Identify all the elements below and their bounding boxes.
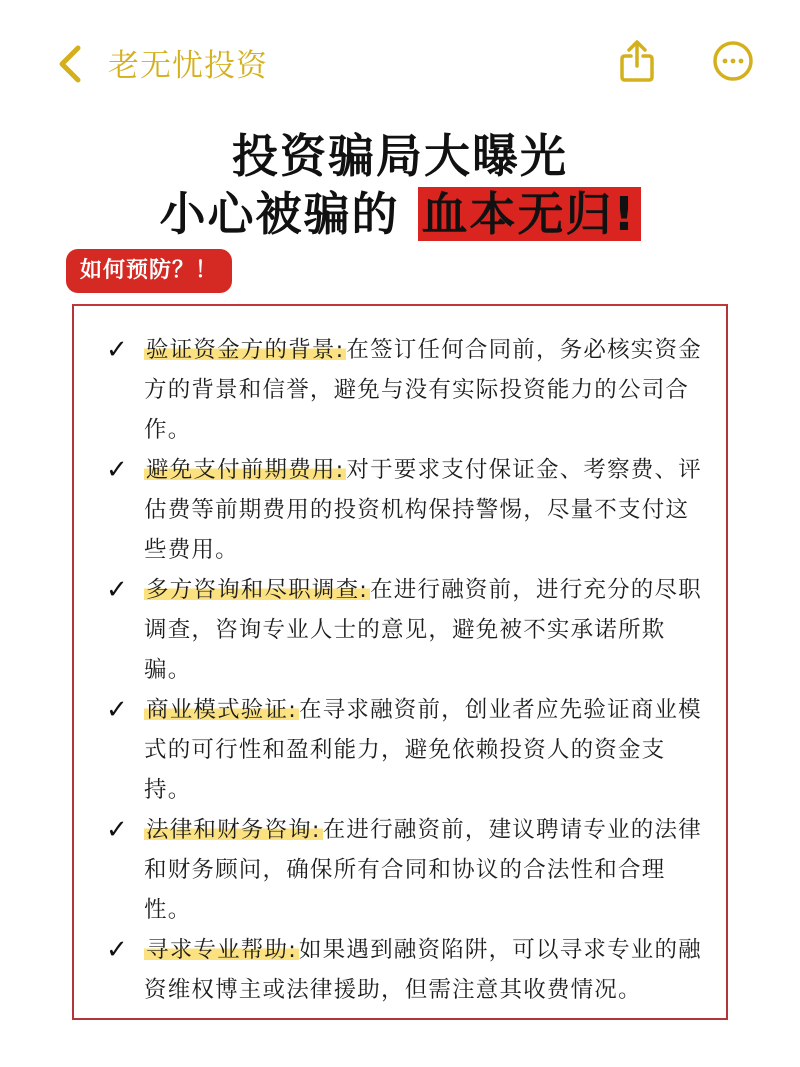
tip-key: 验证资金方的背景: [146, 337, 345, 363]
tip-key: 法律和财务咨询: [146, 817, 321, 843]
share-icon [617, 38, 657, 84]
tip-key: 寻求专业帮助: [146, 937, 297, 963]
tip-key: 商业模式验证: [146, 697, 297, 723]
headline-line-1: 投资骗局大曝光 [232, 129, 568, 183]
account-title: 老无忧投资 [108, 48, 268, 84]
tip-item [106, 450, 706, 570]
tip-body: 在签订任何合同前，务必核实资金方的背景和信誉，避免与没有实际投资能力的公司合作。 [144, 337, 702, 443]
navigation-bar [0, 0, 800, 120]
tip-body: 对于要求支付保证金、考察费、评估费等前期费用的投资机构保持警惕，尽量不支付这些费用。 [144, 457, 702, 563]
checkmark-icon: ✓ [106, 935, 128, 965]
tip-body: 在进行融资前，建议聘请专业的法律和财务顾问，确保所有合同和协议的合法性和合理性。 [144, 817, 702, 923]
tip-item [106, 810, 706, 930]
checkmark-icon: ✓ [106, 575, 128, 605]
checkmark-icon: ✓ [106, 815, 128, 845]
section-tag: 如何预防？！ [66, 249, 232, 293]
headline-prefix: 小心被骗的 [159, 187, 418, 241]
tip-body: 如果遇到融资陷阱，可以寻求专业的融资维权博主或法律援助，但需注意其收费情况。 [144, 937, 702, 1003]
tip-item [106, 330, 706, 450]
headline-line-2 [0, 178, 800, 244]
tips-list [106, 330, 706, 1010]
tip-item [106, 690, 706, 810]
chevron-left-icon [54, 44, 88, 84]
tip-item [106, 570, 706, 690]
tip-body: 在进行融资前，进行充分的尽职调查，咨询专业人士的意见，避免被不实承诺所欺骗。 [144, 577, 702, 683]
more-options-button[interactable] [712, 40, 754, 82]
checkmark-icon: ✓ [106, 455, 128, 485]
headline-highlight: 血本无归! [418, 187, 641, 241]
tip-key: 避免支付前期费用: [146, 457, 345, 483]
tip-key: 多方咨询和尽职调查: [146, 577, 369, 603]
checkmark-icon: ✓ [106, 335, 128, 365]
tip-body: 在寻求融资前，创业者应先验证商业模式的可行性和盈利能力，避免依赖投资人的资金支持。 [144, 697, 702, 803]
more-horizontal-icon [712, 40, 754, 82]
back-button[interactable] [54, 44, 88, 84]
tip-item [106, 930, 706, 1010]
checkmark-icon: ✓ [106, 695, 128, 725]
share-button[interactable] [617, 38, 657, 84]
